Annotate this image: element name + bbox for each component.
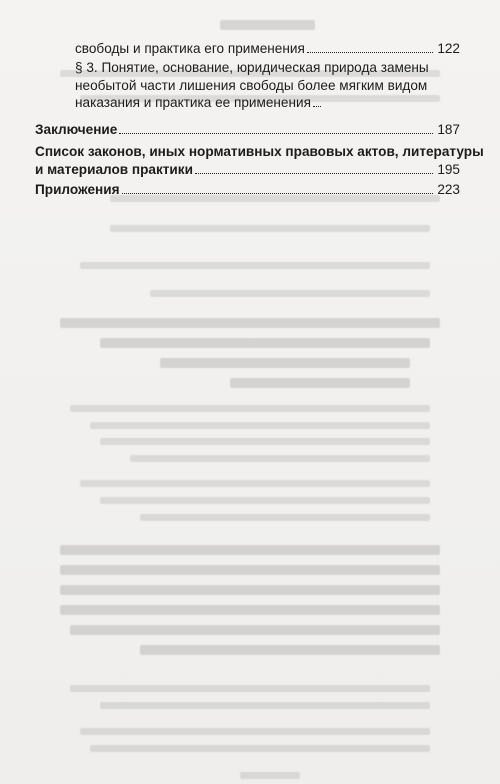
toc-entry <box>35 181 460 199</box>
toc-entry-title: свободы и практика его применения <box>75 41 305 56</box>
toc-line <box>75 94 460 112</box>
toc-entry-title: § 3. Понятие, основание, юридическая природа замены <box>75 60 429 75</box>
dot-leader <box>119 133 433 134</box>
toc-entry <box>35 40 460 58</box>
toc-entry-title: Приложения <box>35 182 120 197</box>
dot-leader <box>313 106 321 107</box>
toc-entry-title: и материалов практики <box>35 161 193 177</box>
toc-entry-title: необытой части лишения свободы более мягким видом <box>75 77 428 93</box>
toc-page-number: 223 <box>437 182 460 197</box>
toc-entry <box>35 121 460 139</box>
dot-leader <box>122 193 434 194</box>
toc-entry-title: Список законов, иных нормативных правовых актов, литературы <box>35 144 484 159</box>
toc-page-number: 122 <box>437 41 460 56</box>
toc-entry-title: наказания и практика ее применения <box>75 95 311 110</box>
toc-page-number: 195 <box>437 161 460 177</box>
toc-entry <box>35 59 460 112</box>
toc-line <box>75 40 460 58</box>
toc-line <box>35 161 460 179</box>
toc-line <box>35 121 460 139</box>
toc-page-number: 187 <box>437 122 460 137</box>
toc-line <box>35 181 460 199</box>
dot-leader <box>195 173 433 174</box>
dot-leader <box>307 52 433 53</box>
toc-entry <box>35 143 484 178</box>
toc-entry-title: Заключение <box>35 122 118 137</box>
